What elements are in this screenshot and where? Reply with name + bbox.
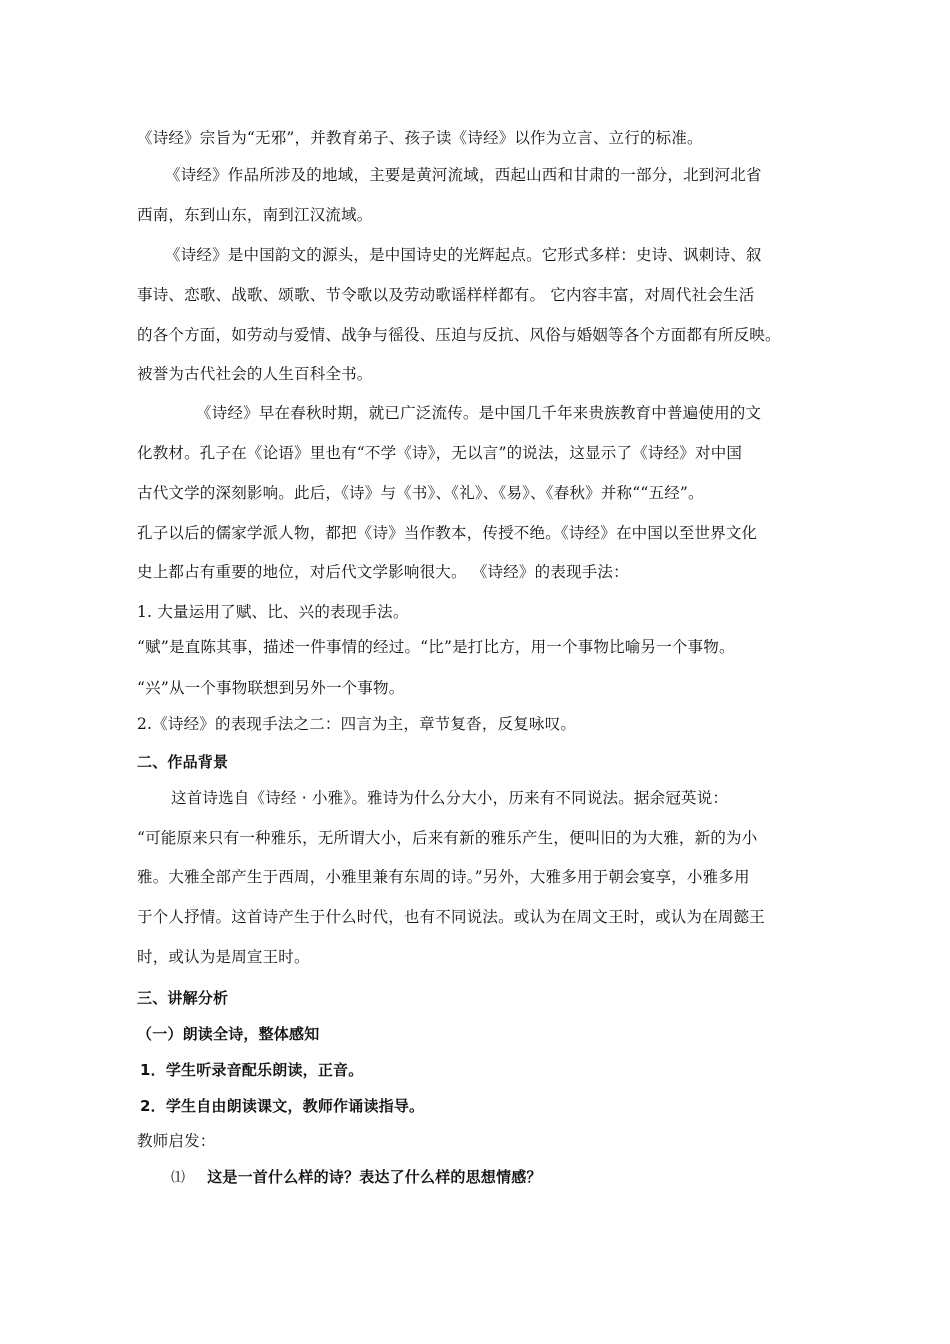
paragraph-line: “兴”从一个事物联想到另外一个事物。 <box>137 679 405 697</box>
paragraph-line: 化教材。孔子在《论语》里也有“不学《诗》，无以言”的说法，这显示了《诗经》对中国 <box>137 444 743 462</box>
subsection-heading: （一）朗读全诗，整体感知 <box>137 1025 320 1043</box>
paragraph-line: 这首诗选自《诗经 · 小雅》。雅诗为什么分大小，历来有不同说法。据余冠英说： <box>171 789 729 807</box>
paragraph-line: 教师启发： <box>137 1132 216 1150</box>
paragraph-line: “赋”是直陈其事，描述一件事情的经过。“比”是打比方，用一个事物比喻另一个事物。 <box>137 638 735 656</box>
paragraph-line: 《诗经》作品所涉及的地域，主要是黄河流域，西起山西和甘肃的一部分，北到河北省 <box>165 166 762 184</box>
paragraph-line: 西南，东到山东，南到江汉流域。 <box>137 206 373 224</box>
paragraph-line: 雅。大雅全部产生于西周，小雅里兼有东周的诗。”另外，大雅多用于朝会宴享，小雅多用 <box>137 868 750 886</box>
section-heading: 三、讲解分析 <box>137 989 229 1007</box>
question-text: 这是一首什么样的诗？表达了什么样的思想情感？ <box>207 1168 542 1186</box>
paragraph-line: “可能原来只有一种雅乐，无所谓大小，后来有新的雅乐产生，便叫旧的为大雅，新的为小 <box>137 829 758 847</box>
paragraph-line: 古代文学的深刻影响。此后，《诗》与《书》、《礼》、《易》、《春秋》并称““五经”。 <box>137 484 704 502</box>
paragraph-line: 《诗经》早在春秋时期，就已广泛流传。是中国几千年来贵族教育中普遍使用的文 <box>196 404 762 422</box>
paragraph-line: 孔子以后的儒家学派人物，都把《诗》当作教本，传授不绝。《诗经》在中国以至世界文化 <box>137 524 758 542</box>
list-item: 1. 大量运用了赋、比、兴的表现手法。 <box>137 603 409 621</box>
paragraph-line: 史上都占有重要的地位，对后代文学影响很大。 《诗经》的表现手法： <box>137 563 629 581</box>
step-item: 2．学生自由朗读课文，教师作诵读指导。 <box>140 1097 425 1115</box>
question-item <box>171 1167 542 1188</box>
list-item: 2.《诗经》的表现手法之二：四言为主，章节复沓，反复咏叹。 <box>137 715 577 733</box>
step-item: 1．学生听录音配乐朗读，正音。 <box>140 1061 364 1079</box>
paragraph-line: 《诗经》宗旨为“无邪”，并教育弟子、孩子读《诗经》以作为立言、立行的标准。 <box>137 129 703 147</box>
section-heading: 二、作品背景 <box>137 753 229 771</box>
question-number: ⑴ <box>171 1170 186 1186</box>
paragraph-line: 被誉为古代社会的人生百科全书。 <box>137 365 373 383</box>
paragraph-line: 的各个方面，如劳动与爱情、战争与徭役、压迫与反抗、风俗与婚姻等各个方面都有所反映。 <box>137 326 781 344</box>
paragraph-line: 时，或认为是周宣王时。 <box>137 948 310 966</box>
paragraph-line: 于个人抒情。这首诗产生于什么时代，也有不同说法。或认为在周文王时，或认为在周懿王 <box>137 908 766 926</box>
paragraph-line: 事诗、恋歌、战歌、颂歌、节令歌以及劳动歌谣样样都有。 它内容丰富，对周代社会生活 <box>137 286 755 304</box>
paragraph-line: 《诗经》是中国韵文的源头，是中国诗史的光辉起点。它形式多样：史诗、讽刺诗、叙 <box>165 246 762 264</box>
